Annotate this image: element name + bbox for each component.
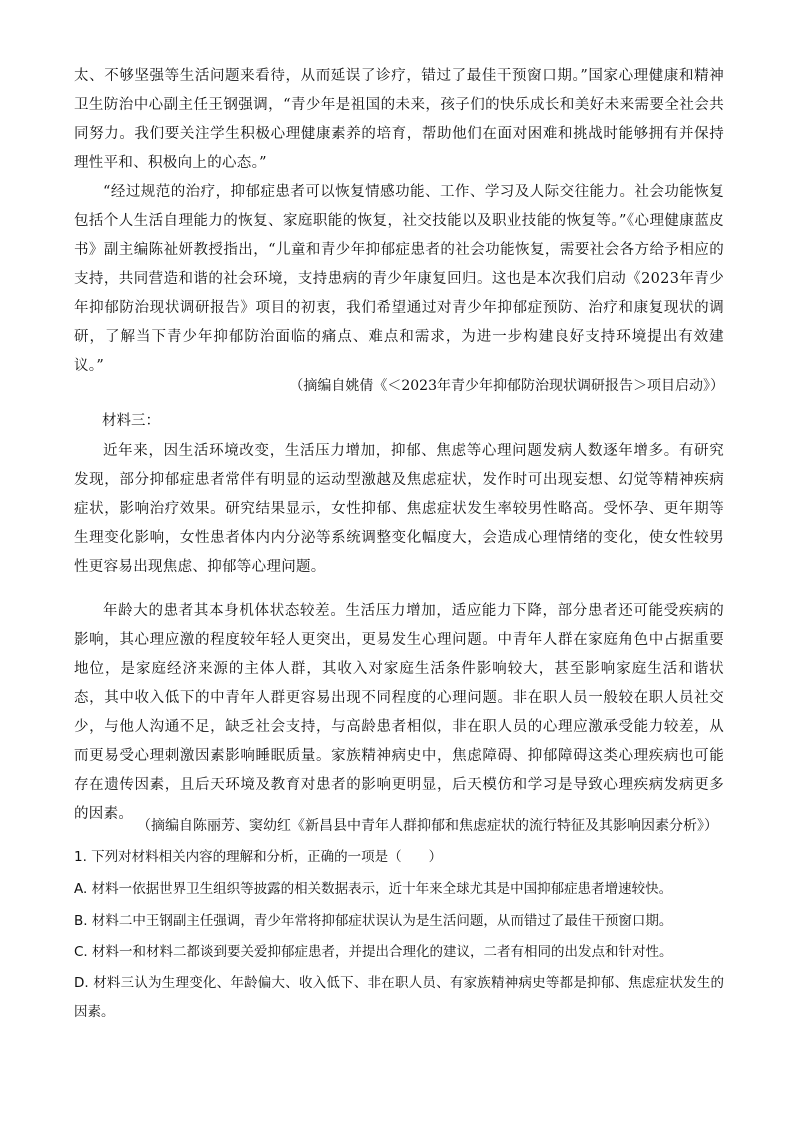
paragraph-3: 近年来，因生活环境改变，生活压力增加，抑郁、焦虑等心理问题发病人数逐年增多。有研究发现，部分抑郁症患者常伴有明显的运动型激越及焦虑症状，发作时可出现妄想、幻觉等精神疾病症状，影响治疗效果。研究结果显示，女性抑郁、焦虑症状发生率较男性略高。受怀孕、更年期等生理变化影响，女性患者体内内分泌等系统调整变化幅度大，会造成心理情绪的变化，使女性较男性更容易出现焦虑、抑郁等心理问题。 <box>74 443 724 575</box>
question-stem: 1. 下列对材料相关内容的理解和分析，正确的一项是（ ） <box>74 849 443 865</box>
option-d: D. 材料三认为生理变化、年龄偏大、收入低下、非在职人员、有家族精神病史等都是抑郁、焦虑症状发生的因素。 <box>74 975 724 1020</box>
paragraph-1: 太、不够坚强等生活问题来看待，从而延误了诊疗，错过了最佳干预窗口期。”国家心理健康和精神卫生防治中心副主任王钢强调，“青少年是祖国的未来，孩子们的快乐成长和美好未来需要全社会共同努力。我们要关注学生积极心理健康素养的培育，帮助他们在面对困难和挑战时能够拥有并保持理性平和、积极向上的心态。” <box>74 68 724 171</box>
option-c: C. 材料一和材料二都谈到要关爱抑郁症患者，并提出合理化的建议，二者有相同的出发点和针对性。 <box>74 944 673 960</box>
source-citation-2: （摘编自姚倩《＜2023年青少年抑郁防治现状调研报告＞项目启动》） <box>289 378 724 394</box>
material-3-label: 材料三： <box>102 413 160 429</box>
option-b: B. 材料二中王钢副主任强调，青少年常将抑郁症状误认为是生活问题，从而错过了最佳干预窗口期。 <box>74 913 673 929</box>
paragraph-2: “经过规范的治疗，抑郁症患者可以恢复情感功能、工作、学习及人际交往能力。社会功能恢复包括个人生活自理能力的恢复、家庭职能的恢复，社交技能以及职业技能的恢复等。”《心理健康蓝皮书》副主编陈祉妍教授指出，“儿童和青少年抑郁症患者的社会功能恢复，需要社会各方给予相应的支持，共同营造和谐的社会环境，支持患病的青少年康复回归。这也是本次我们启动《2023年青少年抑郁防治现状调研报告》项目的初衷，我们希望通过对青少年抑郁症预防、治疗和康复现状的调研，了解当下青少年抑郁防治面临的痛点、难点和需求，为进一步构建良好支持环境提出有效建议。” <box>74 184 724 374</box>
paragraph-4: 年龄大的患者其本身机体状态较差。生活压力增加，适应能力下降，部分患者还可能受疾病的影响，其心理应激的程度较年轻人更突出，更易发生心理问题。中青年人群在家庭角色中占据重要地位，是家庭经济来源的主体人群，其收入对家庭生活条件影响较大，甚至影响家庭生活和谐状态，其中收入低下的中青年人群更容易出现不同程度的心理问题。非在职人员一般较在职人员社交少，与他人沟通不足，缺乏社会支持，与高龄患者相似，非在职人员的心理应激承受能力较差，从而更易受心理刺激因素影响睡眠质量。家族精神病史中，焦虑障碍、抑郁障碍这类心理疾病也可能存在遗传因素，且后天环境及教育对患者的影响更明显，后天模仿和学习是导致心理疾病发病更多的因素。 <box>74 603 724 822</box>
option-a: A. 材料一依据世界卫生组织等披露的相关数据表示，近十年来全球尤其是中国抑郁症患者增速较快。 <box>74 881 673 897</box>
source-citation-3: （摘编自陈丽芳、窦幼红《新昌县中青年人群抑郁和焦虑症状的流行特征及其影响因素分析》） <box>137 818 718 834</box>
